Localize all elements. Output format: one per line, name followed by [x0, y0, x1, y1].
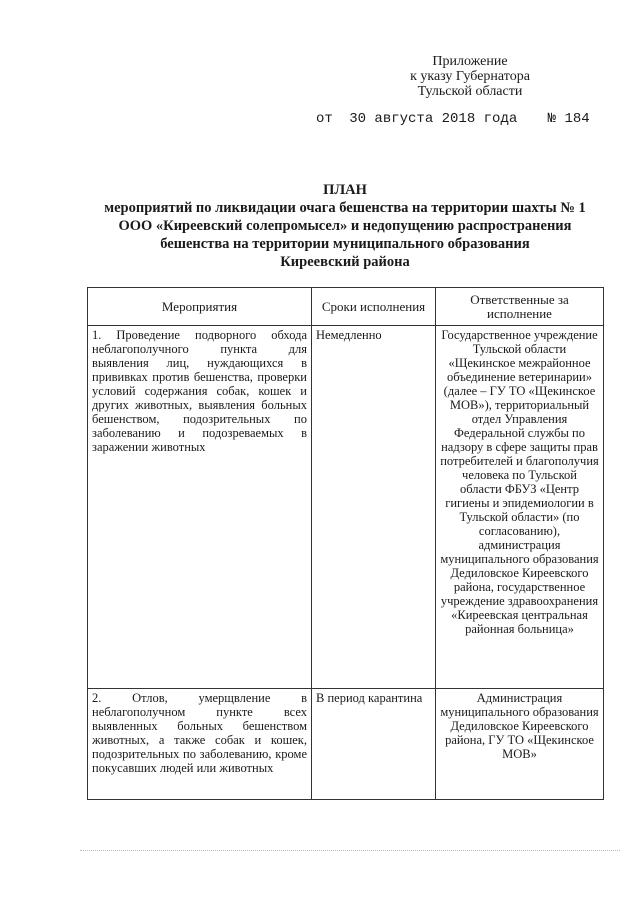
row-activity: 1. Проведение подворного обхода неблагополучного пункта для выявления лиц, нуждающихся в прививках против бешенства, проверки условий содержания собак, кошек и других животных, выявления больных бешенством, подозрительных по заболеванию и подозреваемых в заражении животных: [88, 326, 312, 689]
table-row: [88, 326, 604, 689]
appendix-block: [380, 54, 560, 99]
from-label: от: [316, 111, 333, 127]
order-number: № 184: [547, 111, 590, 127]
title-line-5: Киреевский района: [280, 254, 410, 270]
row-term: В период карантина: [312, 689, 436, 800]
plan-title: [80, 181, 610, 271]
table-header-row: [88, 288, 604, 326]
header-responsible: Ответственные за исполнение: [436, 288, 604, 326]
appendix-line-2: к указу Губернатора: [410, 69, 530, 84]
title-line-2: мероприятий по ликвидации очага бешенства на территории шахты № 1: [104, 200, 586, 216]
row-responsible: Администрация муниципального образования Дедиловское Киреевского района, ГУ ТО «Щекинское МОВ»: [436, 689, 604, 800]
table-row: [88, 689, 604, 800]
title-line-4: бешенства на территории муниципального образования: [160, 236, 530, 252]
row-activity: 2. Отлов, умерщвление в неблагополучном пункте всех выявленных больных бешенством животных, а также собак и кошек, подозрительных по заболеванию, кроме покусавших людей или животных: [88, 689, 312, 800]
plan-table: [87, 287, 604, 800]
title-line-1: ПЛАН: [323, 182, 367, 198]
row-responsible: Государственное учреждение Тульской области «Щекинское межрайонное объединение ветеринарии» (далее – ГУ ТО «Щекинское МОВ»), территориальный отдел Управления Федеральной службы по надзору в сфере защиты прав потребителей и благополучия человека по Тульской области ФБУЗ «Центр гигиены и эпидемиологии в Тульской области» (по согласованию), администрация муниципального образования Дедиловское Киреевского района, государственное учреждение здравоохранения «Киреевская центральная районная больница»: [436, 326, 604, 689]
order-date-line: [316, 111, 598, 127]
appendix-line-3: Тульской области: [417, 84, 523, 99]
title-line-3: ООО «Киреевский солепромысел» и недопущению распространения: [118, 218, 572, 234]
scan-artifact-line: [80, 850, 620, 852]
header-activities: Мероприятия: [88, 288, 312, 326]
order-date: 30 августа 2018 года: [349, 111, 518, 127]
header-terms: Сроки исполнения: [312, 288, 436, 326]
row-term: Немедленно: [312, 326, 436, 689]
appendix-line-1: Приложение: [432, 54, 508, 69]
